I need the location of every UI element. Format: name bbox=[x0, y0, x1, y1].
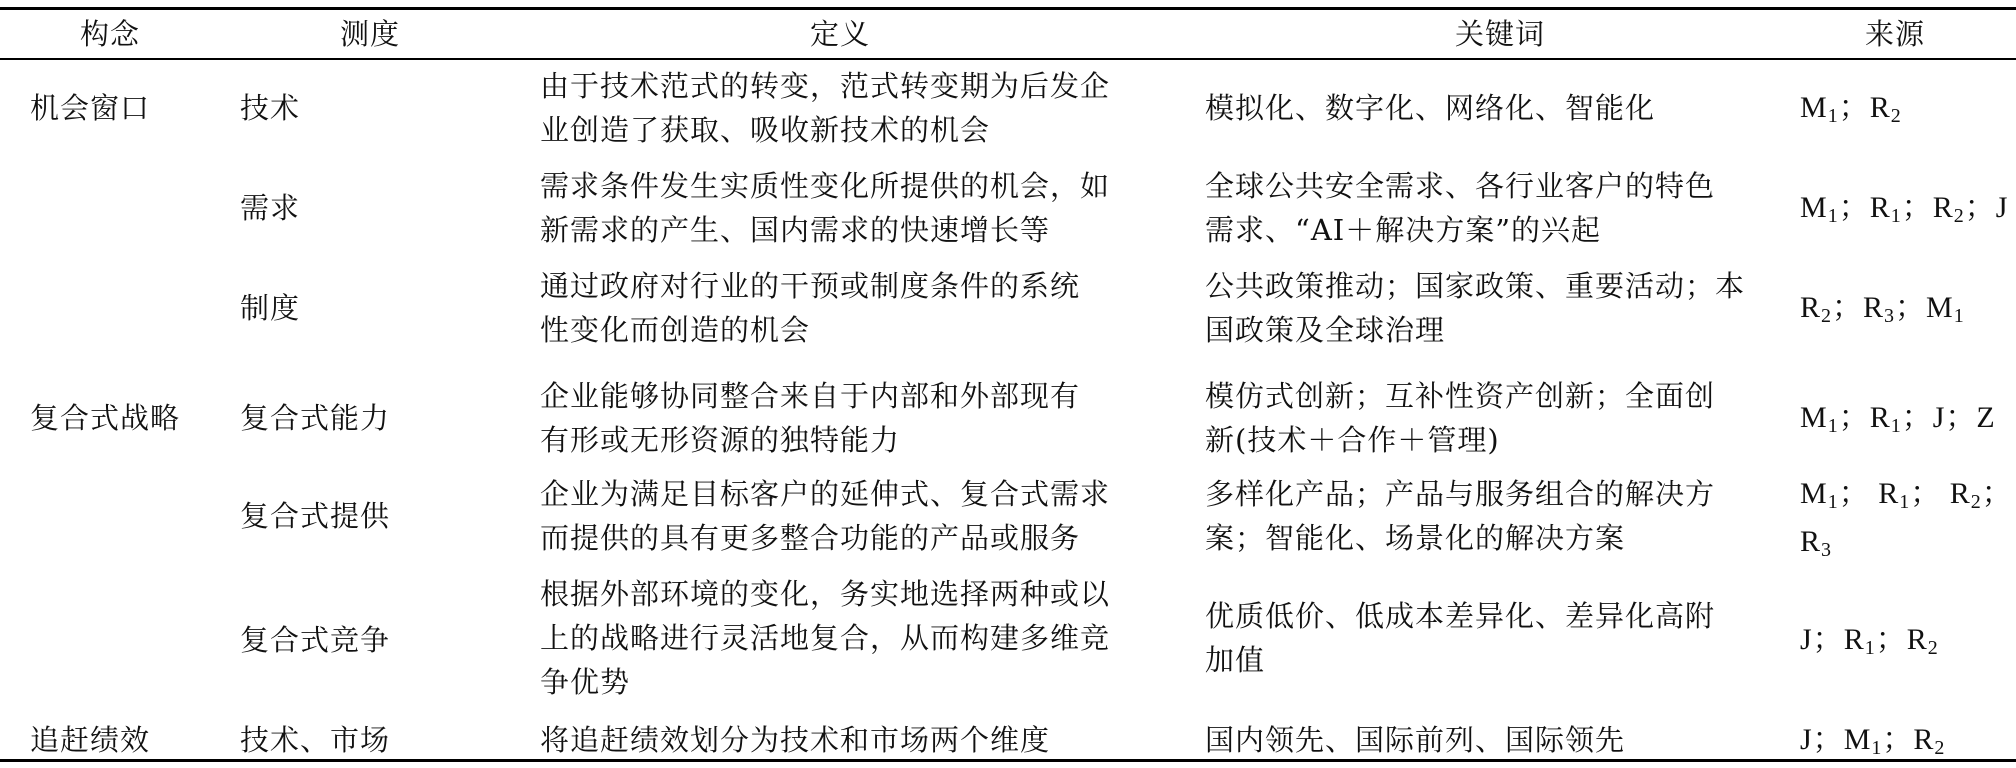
row-source: $R_2$；$R_3$；$M_1$ bbox=[1800, 291, 1965, 327]
row-definition-line: 由于技术范式的转变，范式转变期为后发企 bbox=[540, 69, 1111, 103]
row-keyword-line: 新(技术＋合作＋管理) bbox=[1205, 423, 1500, 457]
row-source: J；$R_1$；$R_2$ bbox=[1800, 623, 1939, 659]
row-construct: 复合式战略 bbox=[30, 401, 181, 435]
row-measure: 复合式竞争 bbox=[240, 623, 391, 657]
row-source: $M_1$；$R_1$；J；Z bbox=[1800, 401, 1996, 437]
row-construct: 机会窗口 bbox=[30, 91, 151, 125]
row-source: $M_1$；$R_2$ bbox=[1800, 91, 1902, 127]
row-measure: 需求 bbox=[240, 191, 301, 225]
row-measure: 技术 bbox=[240, 91, 301, 125]
row-construct: 追赶绩效 bbox=[30, 723, 151, 757]
row-keyword-line: 优质低价、低成本差异化、差异化高附 bbox=[1205, 599, 1716, 633]
header-keywords: 关键词 bbox=[1454, 17, 1545, 51]
row-measure: 复合式能力 bbox=[240, 401, 391, 435]
row-source: J；$M_1$；$R_2$ bbox=[1800, 723, 1946, 759]
row-definition-line: 将追赶绩效划分为技术和市场两个维度 bbox=[540, 723, 1051, 757]
row-definition-line: 通过政府对行业的干预或制度条件的系统 bbox=[540, 269, 1081, 303]
row-measure: 制度 bbox=[240, 291, 301, 325]
row-definition-line: 争优势 bbox=[540, 665, 631, 699]
row-keyword-line: 模拟化、数字化、网络化、智能化 bbox=[1205, 91, 1656, 125]
row-definition-line: 有形或无形资源的独特能力 bbox=[540, 423, 901, 457]
row-definition-line: 企业能够协同整合来自于内部和外部现有 bbox=[540, 379, 1081, 413]
header-rule bbox=[0, 58, 2016, 60]
row-definition-line: 需求条件发生实质性变化所提供的机会，如 bbox=[540, 169, 1111, 203]
row-keyword-line: 模仿式创新；互补性资产创新；全面创 bbox=[1205, 379, 1716, 413]
header-measure: 测度 bbox=[339, 17, 400, 51]
header-construct: 构念 bbox=[79, 17, 140, 51]
row-keyword-line: 国政策及全球治理 bbox=[1205, 313, 1446, 347]
header-source: 来源 bbox=[1864, 17, 1925, 51]
row-measure: 技术、市场 bbox=[240, 723, 391, 757]
row-keyword-line: 加值 bbox=[1205, 643, 1266, 677]
row-source-line2: $R_3$ bbox=[1800, 525, 1833, 561]
row-definition-line: 性变化而创造的机会 bbox=[540, 313, 811, 347]
row-measure: 复合式提供 bbox=[240, 499, 391, 533]
row-definition-line: 企业为满足目标客户的延伸式、复合式需求 bbox=[540, 477, 1111, 511]
row-keyword-line: 全球公共安全需求、各行业客户的特色 bbox=[1205, 169, 1716, 203]
header-definition: 定义 bbox=[809, 17, 870, 51]
row-keyword-line: 公共政策推动；国家政策、重要活动；本 bbox=[1205, 269, 1746, 303]
row-definition-line: 上的战略进行灵活地复合，从而构建多维竞 bbox=[540, 621, 1111, 655]
row-source: $M_1$；$R_1$；$R_2$；J bbox=[1800, 191, 2009, 227]
row-keyword-line: 多样化产品；产品与服务组合的解决方 bbox=[1205, 477, 1716, 511]
row-source: $M_1$； $R_1$； $R_2$； bbox=[1800, 477, 2013, 513]
row-definition-line: 新需求的产生、国内需求的快速增长等 bbox=[540, 213, 1051, 247]
row-keyword-line: 需求、“AI＋解决方案”的兴起 bbox=[1205, 213, 1602, 247]
row-keyword-line: 国内领先、国际前列、国际领先 bbox=[1205, 723, 1626, 757]
row-definition-line: 而提供的具有更多整合功能的产品或服务 bbox=[540, 521, 1081, 555]
row-definition-line: 业创造了获取、吸收新技术的机会 bbox=[540, 113, 991, 147]
row-keyword-line: 案；智能化、场景化的解决方案 bbox=[1205, 521, 1626, 555]
row-definition-line: 根据外部环境的变化，务实地选择两种或以 bbox=[540, 577, 1111, 611]
